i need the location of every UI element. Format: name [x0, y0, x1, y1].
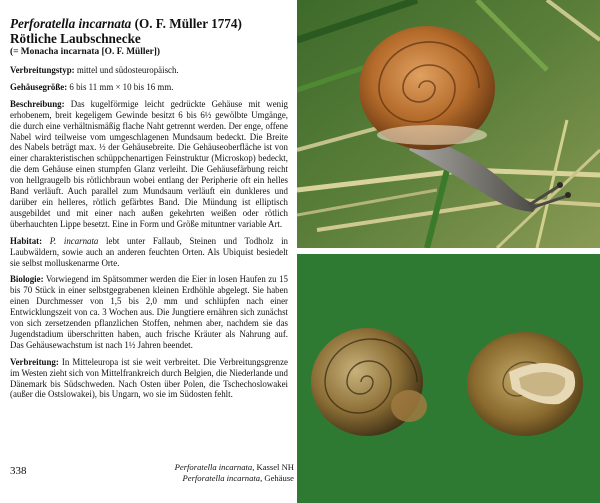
- text-column: [10, 16, 288, 406]
- caption-shells: Perforatella incarnata, Gehäuse: [182, 472, 294, 483]
- section-habitat: Habitat: P. incarnata lebt unter Fallaub, Steinen und Todholz in Laubwäldern, sowie auch an anderen feuchten Orten. Als Ubiquist besiedelt sie selbst molluskenarme Orte.: [10, 235, 288, 268]
- species-author: (O. F. Müller 1774): [134, 16, 242, 31]
- page-number: 338: [10, 465, 27, 477]
- species-title: [10, 16, 288, 31]
- photo-live-snail: [297, 0, 600, 248]
- common-name: Rötliche Laubschnecke: [10, 31, 141, 46]
- section-biologie: Biologie: Vorwiegend im Spätsommer werden die Eier in losen Haufen zu 15 bis 70 Stück in einer selbstgegrabenen kleinen Erdhöhle abgelegt. Sie haben einen Durchmesser von 1,5 bis 2,0 mm und schlüpfen nach einer Entwicklungszeit von ca. 3 Wochen aus. Die Jungtiere ernähren sich zunächst von sich zersetzenden pflanzlichen Stoffen, nehmen aber, nachdem sie das Jugendstadium überschritten haben, auch frische Kräuter als Nahrung auf. Das Gehäusewachstum ist nach 1½ Jahren beendet.: [10, 274, 288, 350]
- synonym: (= Monacha incarnata [O. F. Müller]): [10, 47, 161, 57]
- photo-shells: [297, 254, 600, 503]
- species-name: Perforatella incarnata: [10, 16, 132, 31]
- section-verbreitung: Verbreitung: In Mitteleuropa ist sie weit verbreitet. Die Verbreitungsgrenze im Westen zieht sich von Mittelfrankreich durch Belgien, die Niederlande und Dänemark bis Südschweden. Nach Osten über Polen, die Tschechoslowakei (außer die Ostslowakei), bis Ungarn, wo sie im Südosten fehlt.: [10, 356, 288, 400]
- section-beschreibung: Beschreibung: Das kugelförmige leicht gedrückte Gehäuse mit wenig erhobenem, breit kegeligem Gewinde besitzt 6 bis 6½ gewölbte Umgänge, die durch eine verhältnismäßig flache Naht getrennt werden. Der enge, offene Nabel wird teilweise vom umgeschlagenen Mundsaum bedeckt. Die Breite des Nabels beträgt max. ½ der Gehäusebreite. Die Gehäuseoberfläche ist von einer charakteristischen schüppchenartigen Feinstruktur (Microskop) bedeckt, die dem Gehäuse einen stumpfen Glanz verleiht. Die Gehäusefärbung reicht von hellgraugelb bis rötlichbraun wobei entlang der Peripherie oft ein helles Band verläuft. Auch parallel zum Mundsaum verläuft ein dunkleres und darüber ein helleres, rötlich gefärbtes Band. Die Mündung ist elliptisch ausgebildet und mit einer nach außen gekehrten weißen oder rötlich überhauchten Lippe besetzt. Eine in Form und Größe mituntner variable Art.: [10, 98, 288, 229]
- caption-live-snail: Perforatella incarnata, Kassel NH: [174, 462, 294, 472]
- section-gehaeusegroesse: Gehäusegröße: 6 bis 11 mm × 10 bis 16 mm.: [10, 81, 174, 92]
- section-verbreitungstyp: Verbreitungstyp: mittel und südosteuropäisch.: [10, 65, 179, 75]
- figure-captions: [175, 462, 294, 483]
